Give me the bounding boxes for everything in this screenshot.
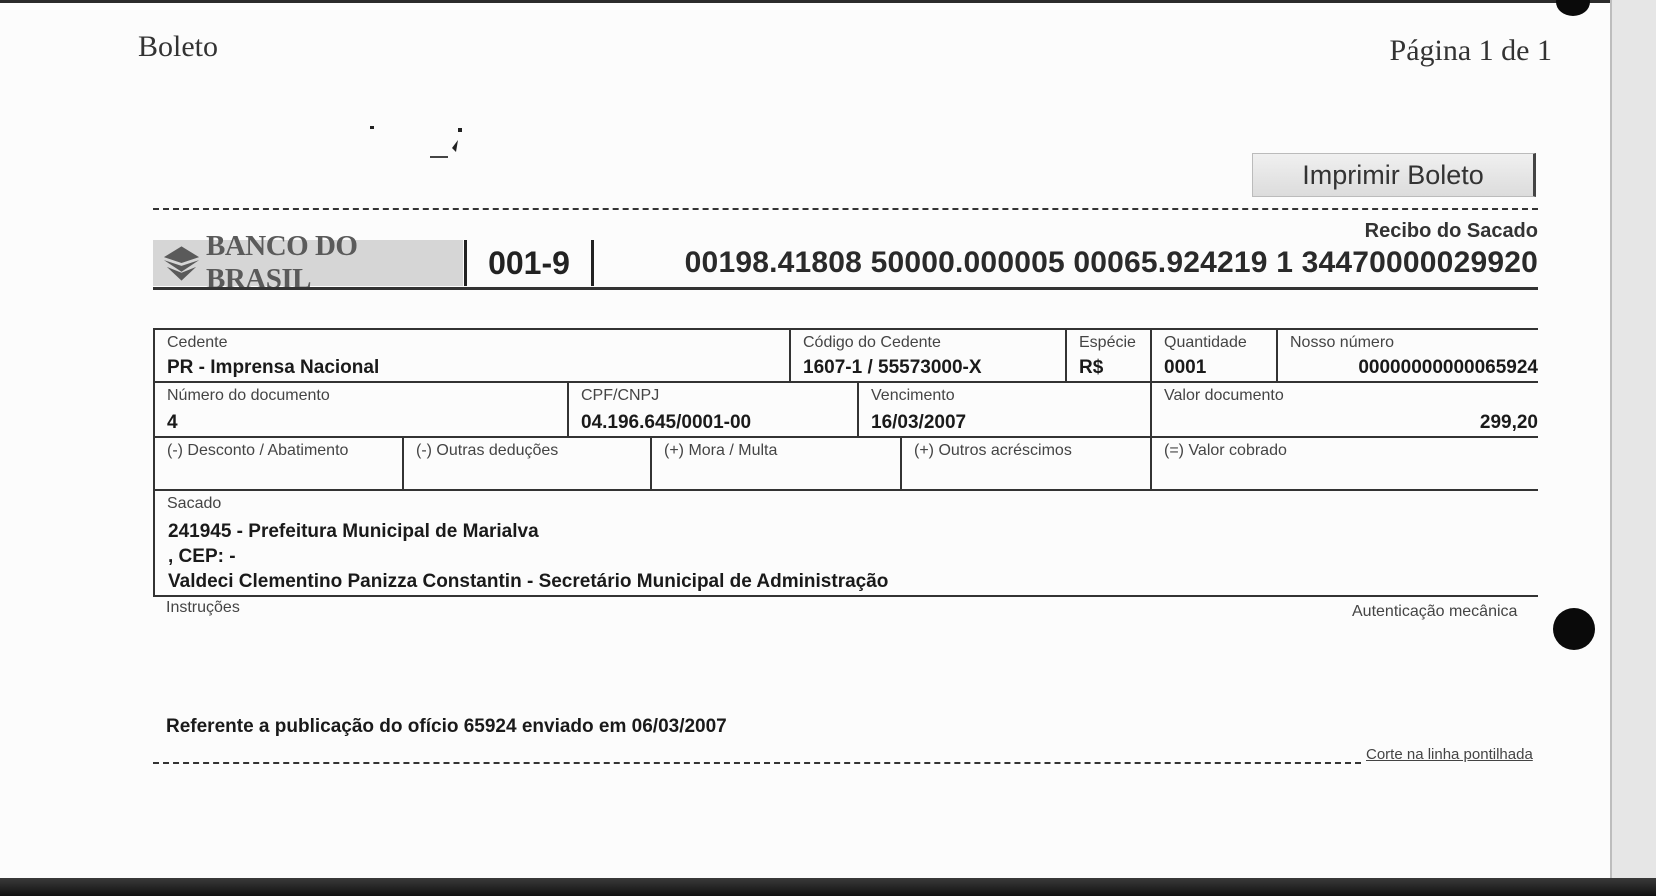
cedente-value: PR - Imprensa Nacional (167, 357, 380, 378)
punch-hole-top (1556, 0, 1590, 16)
quantidade-value: 0001 (1164, 357, 1207, 378)
cell-numero-documento (153, 383, 567, 436)
nosso-label: Nosso número (1290, 334, 1395, 351)
cell-cedente (153, 330, 789, 381)
header-rule (153, 287, 1538, 290)
banco-do-brasil-logo-icon (161, 243, 202, 283)
quantidade-label: Quantidade (1164, 334, 1247, 351)
autenticacao-label: Autenticação mecânica (1352, 603, 1518, 620)
cut-line-bottom (153, 762, 1361, 764)
cell-desconto (153, 438, 402, 489)
cell-cpf-cnpj (567, 383, 857, 436)
row-deducoes (153, 438, 1538, 491)
cell-valor-cobrado (1150, 438, 1538, 489)
cell-quantidade (1150, 330, 1276, 381)
cedente-label: Cedente (167, 334, 228, 351)
row-cedente (153, 328, 1538, 383)
sacado-line-2: , CEP: - (168, 546, 236, 567)
scan-bottom-edge (0, 878, 1656, 896)
referente-text: Referente a publicação do ofício 65924 enviado em 06/03/2007 (166, 716, 727, 737)
cell-especie (1065, 330, 1150, 381)
corte-label: Corte na linha pontilhada (1366, 746, 1533, 763)
acrescimos-label: (+) Outros acréscimos (914, 442, 1072, 459)
sacado-label: Sacado (167, 495, 222, 512)
vencimento-label: Vencimento (871, 387, 955, 404)
valor-label: Valor documento (1164, 387, 1284, 404)
especie-value: R$ (1079, 357, 1104, 378)
valor-value: 299,20 (1479, 412, 1538, 433)
cell-vencimento (857, 383, 1150, 436)
digitable-line: 00198.41808 50000.000005 00065.924219 1 34470000029920 (684, 246, 1538, 279)
especie-label: Espécie (1079, 334, 1136, 351)
print-boleto-button[interactable]: Imprimir Boleto (1252, 153, 1536, 197)
cut-line-top (153, 208, 1538, 210)
bank-name: BANCO DO BRASIL (206, 230, 358, 295)
scan-top-edge (0, 0, 1656, 3)
cell-valor-documento (1150, 383, 1538, 436)
vencimento-value: 16/03/2007 (871, 412, 967, 433)
sacado-line-3: Valdeci Clementino Panizza Constantin - Secretário Municipal de Administração (168, 571, 889, 592)
cpf-value: 04.196.645/0001-00 (581, 412, 752, 433)
page-title: Boleto (138, 30, 218, 63)
codigo-value: 1607-1 / 55573000-X (803, 357, 982, 378)
codigo-label: Código do Cedente (803, 334, 941, 351)
row-documento (153, 383, 1538, 438)
numero-label: Número do documento (167, 387, 330, 404)
punch-hole-middle (1553, 608, 1595, 650)
cell-codigo-cedente (789, 330, 1065, 381)
scan-right-edge (1610, 0, 1656, 880)
page-number: Página 1 de 1 (1389, 34, 1552, 67)
row-sacado (153, 491, 1538, 597)
bank-logo (153, 230, 463, 295)
cobrado-label: (=) Valor cobrado (1164, 442, 1287, 459)
bank-code: 001-9 (464, 240, 594, 286)
sacado-line-1: 241945 - Prefeitura Municipal de Marialva (168, 521, 539, 542)
cell-outros-acrescimos (900, 438, 1150, 489)
instrucoes-label: Instruções (166, 599, 240, 616)
desconto-label: (-) Desconto / Abatimento (167, 442, 349, 459)
cell-outras-deducoes (402, 438, 650, 489)
cell-mora-multa (650, 438, 900, 489)
numero-value: 4 (167, 412, 178, 433)
scan-specks (360, 118, 480, 168)
recibo-label: Recibo do Sacado (1364, 220, 1538, 242)
cell-nosso-numero (1276, 330, 1538, 381)
mora-label: (+) Mora / Multa (664, 442, 778, 459)
deducoes-label: (-) Outras deduções (416, 442, 559, 459)
cpf-label: CPF/CNPJ (581, 387, 660, 404)
nosso-value: 00000000000065924 (1358, 357, 1538, 378)
